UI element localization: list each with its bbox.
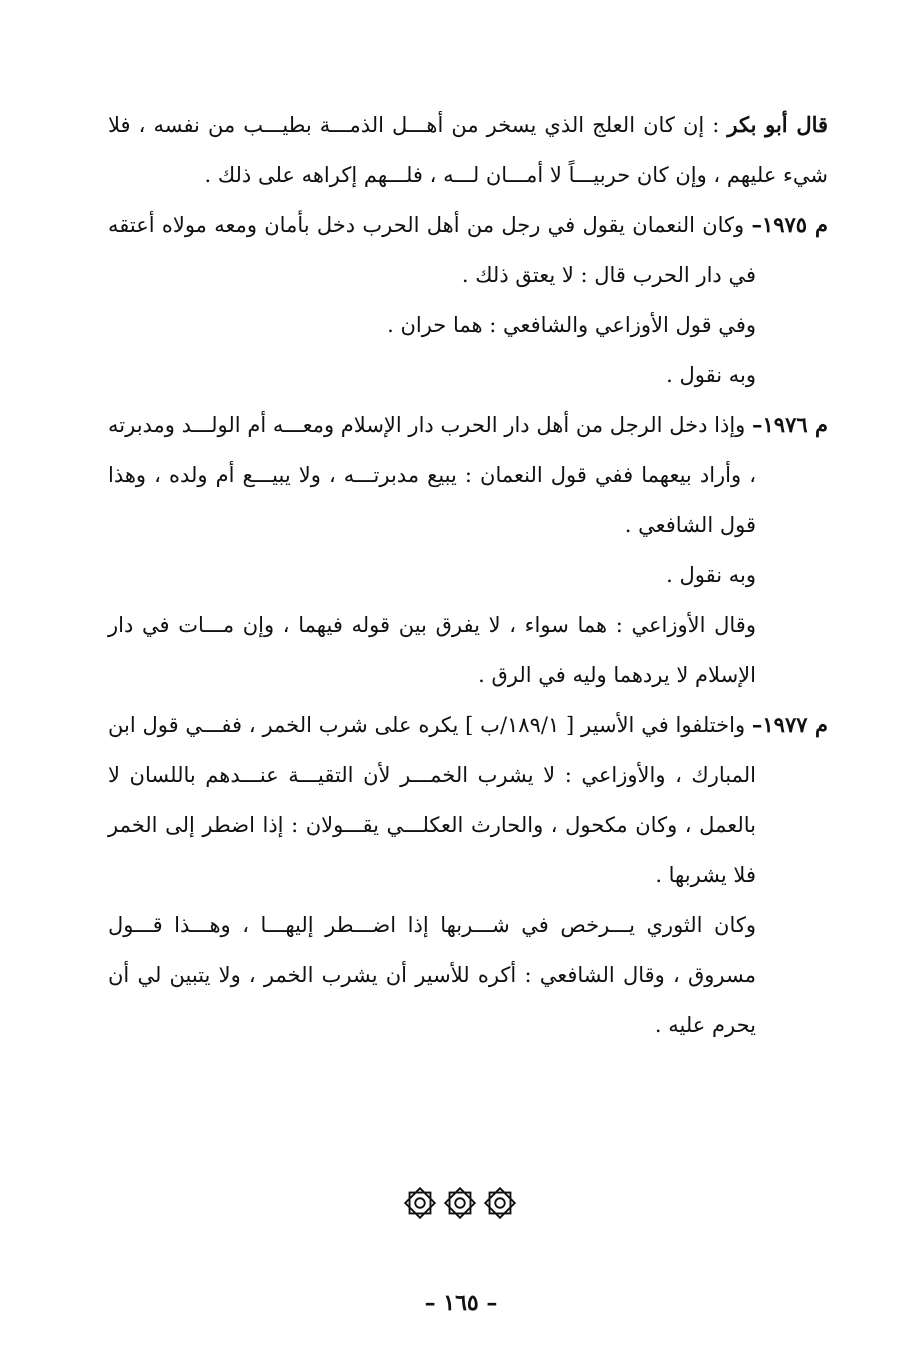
paragraph-text: : إن كان العلج الذي يسخر من أهـــل الذمـــة بطيـــب من نفسه ، فلا شيء عليهم ، وإن كان حربيـــاً لا أمـــان لـــه ، فلـــهم إكراهه على ذلك . <box>108 113 828 187</box>
paragraph-intro <box>108 100 828 200</box>
page-number: – ١٦٥ – <box>424 1290 498 1316</box>
section-ornament <box>400 1184 520 1224</box>
paragraph-we-say-1 <box>108 350 828 400</box>
paragraph-number: م ١٩٧٧– <box>751 712 828 737</box>
paragraph-awzai-equal <box>108 600 828 700</box>
paragraph-1975 <box>108 200 828 300</box>
paragraph-text: وكان النعمان يقول في رجل من أهل الحرب دخل بأمان ومعه مولاه أعتقه في دار الحرب قال : لا يعتق ذلك . <box>108 213 756 287</box>
star-ornament-icon <box>441 1184 479 1224</box>
paragraph-thawri <box>108 900 828 1050</box>
paragraph-number: م ١٩٧٦– <box>752 412 828 437</box>
main-text <box>108 100 828 1050</box>
star-ornament-icon <box>481 1184 519 1224</box>
paragraph-lead: قال أبو بكر <box>727 112 829 137</box>
paragraph-text: وبه نقول . <box>666 563 756 587</box>
paragraph-text: وقال الأوزاعي : هما سواء ، لا يفرق بين قوله فيهما ، وإن مـــات في دار الإسلام لا يردهما وليه في الرق . <box>108 613 756 687</box>
paragraph-1977 <box>108 700 828 900</box>
paragraph-number: م ١٩٧٥– <box>751 212 828 237</box>
paragraph-we-say-2 <box>108 550 828 600</box>
paragraph-text: وفي قول الأوزاعي والشافعي : هما حران . <box>387 313 756 337</box>
paragraph-1976 <box>108 400 828 550</box>
paragraph-text: وكان الثوري يـــرخص في شـــربها إذا اضـــطر إليهـــا ، وهـــذا قـــول مسروق ، وقال الشافعي : أكره للأسير أن يشرب الخمر ، ولا يتبين لي أن يحرم عليه . <box>108 913 756 1037</box>
star-ornament-icon <box>401 1184 439 1224</box>
paragraph-awzai-shafii <box>108 300 828 350</box>
paragraph-text: وبه نقول . <box>666 363 756 387</box>
paragraph-text: واختلفوا في الأسير [ ١٨٩/١/ب ] يكره على شرب الخمر ، ففـــي قول ابن المبارك ، والأوزاعي : لا يشرب الخمـــر لأن التقيـــة عنـــدهم باللسان لا بالعمل ، وكان مكحول ، والحارث العكلـــي يقـــولان : إذا اضطر إلى الخمر فلا يشربها . <box>108 713 756 887</box>
paragraph-text: وإذا دخل الرجل من أهل دار الحرب دار الإسلام ومعـــه أم الولـــد ومدبرته ، وأراد بيعهما ففي قول النعمان : يبيع مدبرتـــه ، ولا يبيـــع أم ولده ، وهذا قول الشافعي . <box>108 413 756 537</box>
